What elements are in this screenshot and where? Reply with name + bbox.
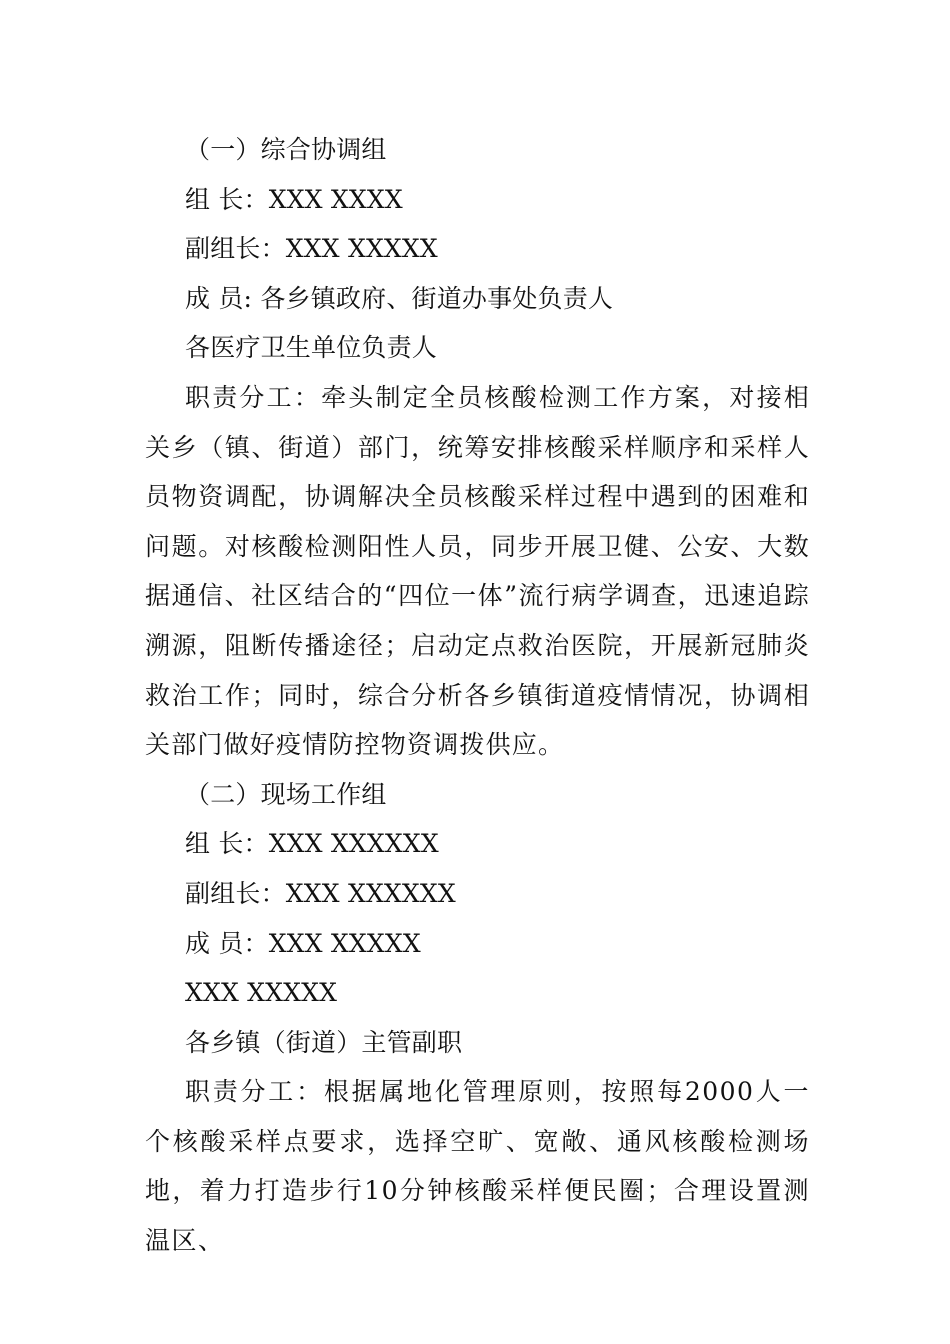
section-2-members-continued-1: XXX XXXXX	[185, 978, 338, 1008]
section-1-members-continued: 各医疗卫生单位负责人	[185, 333, 438, 363]
section-2-deputy-leader: 副组长：XXX XXXXXX	[185, 878, 456, 908]
section-2-heading: （二）现场工作组	[185, 779, 387, 809]
section-1-heading: （一）综合协调组	[185, 135, 387, 164]
section-1-members: 成 员: 各乡镇政府、街道办事处负责人	[185, 283, 614, 313]
section-2-leader: 组 长：XXX XXXXXX	[185, 829, 439, 859]
section-1-leader: 组 长：XXX XXXX	[185, 184, 403, 214]
section-2-members-continued-2: 各乡镇（街道）主管副职	[185, 1027, 463, 1057]
document-body	[145, 125, 810, 1266]
section-1-deputy-leader: 副组长：XXX XXXXX	[185, 234, 438, 264]
section-2-members: 成 员：XXX XXXXX	[185, 928, 421, 958]
section-2-duties-paragraph: 职责分工：根据属地化管理原则，按照每2000人一个核酸采样点要求，选择空旷、宽敞、通风核酸检测场地，着力打造步行10分钟核酸采样便民圈；合理设置测温区、	[145, 1077, 810, 1256]
section-1-duties-paragraph: 职责分工：牵头制定全员核酸检测工作方案，对接相关乡（镇、街道）部门，统筹安排核酸采样顺序和采样人员物资调配，协调解决全员核酸采样过程中遇到的困难和问题。对核酸检测阳性人员，同步开展卫健、公安、大数据通信、社区结合的“四位一体”流行病学调查，迅速追踪溯源，阻断传播途径；启动定点救治医院，开展新冠肺炎救治工作；同时，综合分析各乡镇街道疫情情况，协调相关部门做好疫情防控物资调拨供应。	[145, 382, 810, 760]
